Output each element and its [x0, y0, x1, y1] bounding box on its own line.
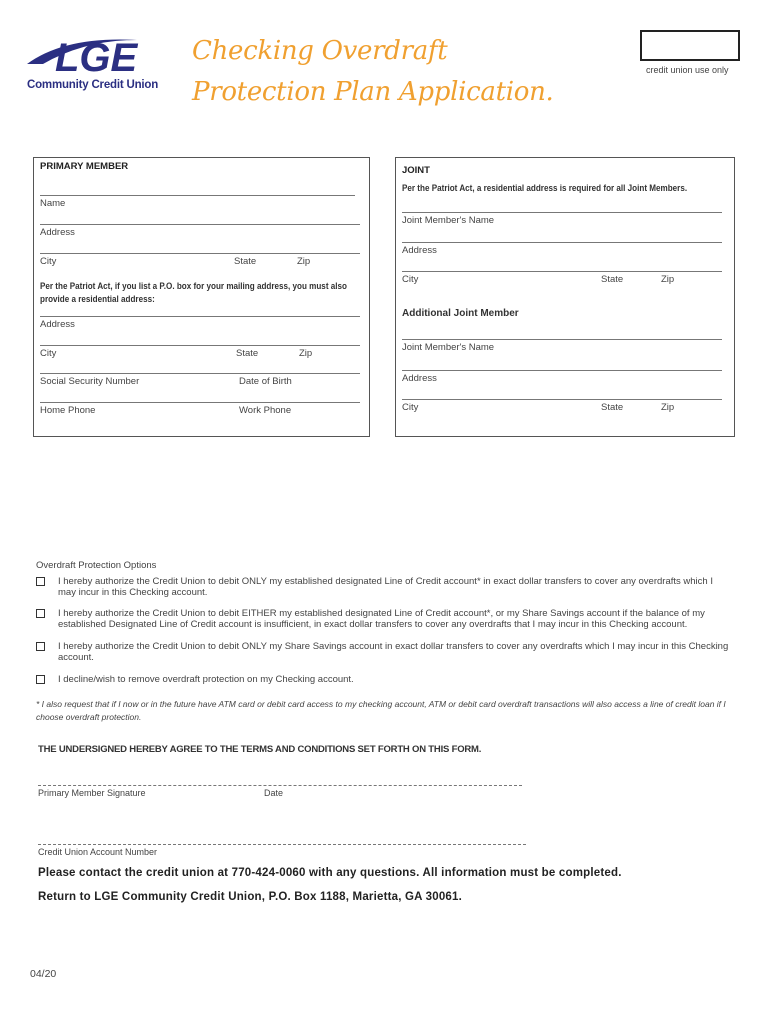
city-label: City	[40, 256, 57, 267]
primary-signature-label: Primary Member Signature	[38, 788, 146, 798]
account-number-line[interactable]	[38, 844, 526, 845]
option-3-text: I hereby authorize the Credit Union to debit ONLY my Share Savings account in exact dollar transfers to cover any overdrafts which I may incur in this Checking account.	[58, 641, 729, 663]
ssn-label: Social Security Number	[40, 376, 140, 387]
residential-state-label: State	[236, 348, 259, 359]
joint-city-label: City	[402, 274, 419, 285]
residential-address-line[interactable]	[40, 316, 360, 317]
revision-date: 04/20	[30, 968, 57, 980]
option-1-checkbox[interactable]	[36, 577, 45, 586]
zip-label: Zip	[297, 256, 311, 267]
form-title-line1: Checking Overdraft	[192, 36, 448, 66]
work-phone-label: Work Phone	[239, 405, 292, 416]
residential-zip-label: Zip	[299, 348, 313, 359]
joint-state-label: State	[601, 274, 624, 285]
joint-address-line[interactable]	[402, 242, 722, 243]
residential-city-line[interactable]	[40, 345, 360, 346]
account-number-label: Credit Union Account Number	[38, 847, 158, 857]
signature-line[interactable]	[38, 785, 522, 786]
joint-address-label: Address	[402, 245, 437, 256]
option-4-checkbox[interactable]	[36, 675, 45, 684]
joint-zip-label: Zip	[661, 274, 675, 285]
additional-state-label: State	[601, 402, 624, 413]
lge-logo	[25, 34, 185, 76]
agreement-statement: THE UNDERSIGNED HEREBY AGREE TO THE TERMS AND CONDITIONS SET FORTH ON THIS FORM.	[38, 744, 482, 755]
credit-union-use-label: credit union use only	[646, 65, 729, 75]
joint-city-line[interactable]	[402, 271, 722, 272]
additional-city-label: City	[402, 402, 419, 413]
atm-footnote: * I also request that if I now or in the future have ATM card or debit card access to my checking account, ATM or debit card overdraft transactions will also access a line of credit loan if I choose overdraft protection.	[36, 699, 726, 722]
po-box-note: Per the Patriot Act, if you list a P.O. box for your mailing address, you must also provide a residential address:	[40, 281, 347, 304]
additional-name-line[interactable]	[402, 339, 722, 340]
option-2-text: I hereby authorize the Credit Union to debit EITHER my established designated Line of Credit account*, or my Share Savings account if the balance of my established Designated Line of Credit account is insufficient, in exact dollar transfers to cover any overdrafts that I may incur in this Checking account.	[58, 608, 705, 630]
additional-name-label: Joint Member's Name	[402, 342, 495, 353]
option-2-checkbox[interactable]	[36, 609, 45, 618]
additional-city-line[interactable]	[402, 399, 722, 400]
ssn-dob-line[interactable]	[40, 373, 360, 374]
joint-heading: JOINT	[402, 165, 430, 176]
options-title: Overdraft Protection Options	[36, 560, 157, 571]
residential-address-label: Address	[40, 319, 75, 330]
joint-name-line[interactable]	[402, 212, 722, 213]
additional-address-label: Address	[402, 373, 437, 384]
logo-subtitle: Community Credit Union	[27, 79, 159, 91]
joint-name-label: Joint Member's Name	[402, 215, 495, 226]
primary-member-heading: PRIMARY MEMBER	[40, 161, 129, 172]
signature-date-label: Date	[264, 788, 284, 798]
dob-label: Date of Birth	[239, 376, 292, 387]
additional-address-line[interactable]	[402, 370, 722, 371]
return-address-line: Return to LGE Community Credit Union, P.O. Box 1188, Marietta, GA 30061.	[38, 891, 463, 903]
address-line[interactable]	[40, 224, 360, 225]
option-1-text: I hereby authorize the Credit Union to debit ONLY my established designated Line of Credit account* in exact dollar transfers to cover any overdrafts which I may incur in this Checking account.	[58, 576, 713, 598]
phone-line[interactable]	[40, 402, 360, 403]
residential-city-label: City	[40, 348, 57, 359]
address-label: Address	[40, 227, 75, 238]
home-phone-label: Home Phone	[40, 405, 96, 416]
option-3-checkbox[interactable]	[36, 642, 45, 651]
name-label: Name	[40, 198, 66, 209]
state-label: State	[234, 256, 257, 267]
option-4-text: I decline/wish to remove overdraft protection on my Checking account.	[58, 674, 354, 685]
additional-zip-label: Zip	[661, 402, 675, 413]
joint-patriot-note: Per the Patriot Act, a residential address is required for all Joint Members.	[402, 183, 688, 193]
additional-joint-heading: Additional Joint Member	[402, 308, 519, 319]
form-title-line2: Protection Plan Application.	[192, 77, 554, 107]
credit-union-use-box[interactable]	[640, 30, 740, 61]
contact-line: Please contact the credit union at 770-424-0060 with any questions. All information must be completed.	[38, 867, 622, 879]
logo-text: LGE	[55, 36, 138, 76]
name-line[interactable]	[40, 195, 355, 196]
joint-member-panel	[395, 157, 735, 437]
primary-member-panel	[33, 157, 370, 437]
city-state-zip-line[interactable]	[40, 253, 360, 254]
